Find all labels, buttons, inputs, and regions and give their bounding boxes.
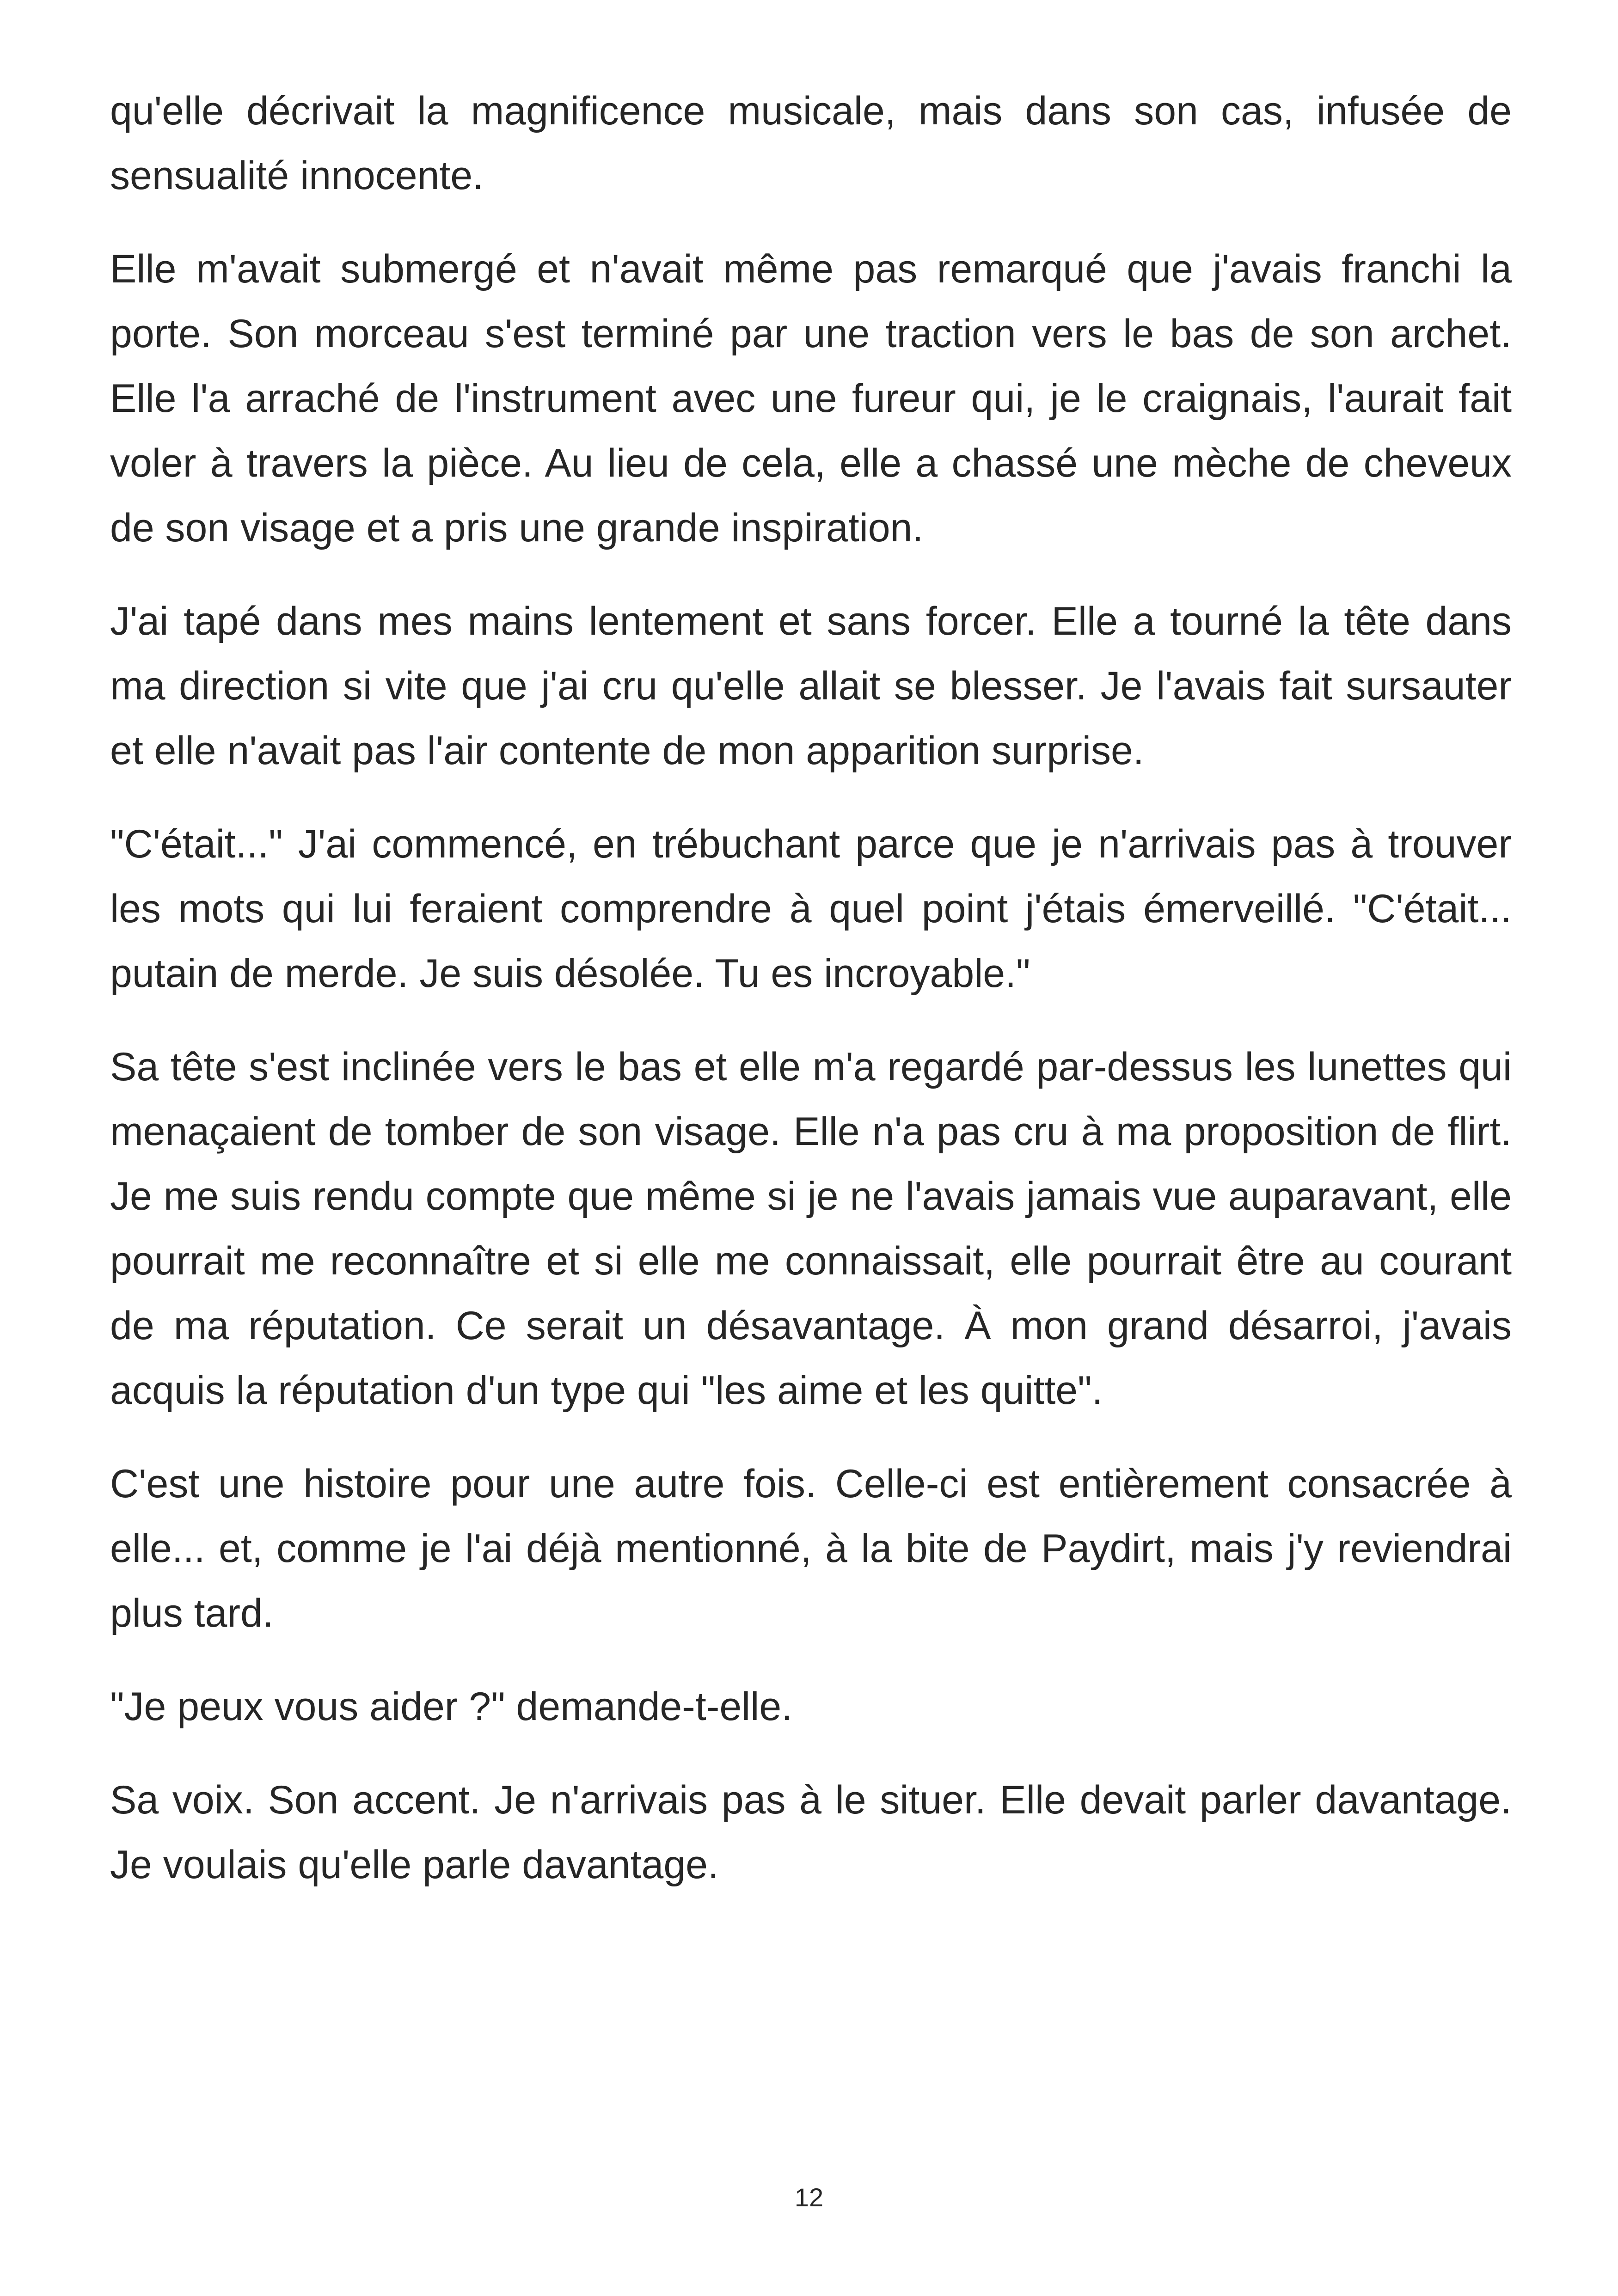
paragraph: C'est une histoire pour une autre fois. Celle-ci est entièrement consacrée à elle... et, comme je l'ai déjà mentionné, à la bite de Paydirt, mais j'y reviendrai plus tard. [110, 1462, 1512, 1635]
body-text [110, 79, 1512, 1926]
paragraph: "Je peux vous aider ?" demande-t-elle. [110, 1684, 793, 1729]
paragraph: "C'était..." J'ai commencé, en trébuchant parce que je n'arrivais pas à trouver les mots qui lui feraient comprendre à quel point j'étais émerveillé. "C'était... putain de merde. Je suis désolée. Tu es incroyable." [110, 822, 1512, 996]
paragraph: Elle m'avait submergé et n'avait même pas remarqué que j'avais franchi la porte. Son morceau s'est terminé par une traction vers le bas de son archet. Elle l'a arraché de l'instrument avec une fureur qui, je le craignais, l'aurait fait voler à travers la pièce. Au lieu de cela, elle a chassé une mèche de cheveux de son visage et a pris une grande inspiration. [110, 247, 1512, 550]
paragraph: Sa tête s'est inclinée vers le bas et elle m'a regardé par-dessus les lunettes qui menaçaient de tomber de son visage. Elle n'a pas cru à ma proposition de flirt. Je me suis rendu compte que même si je ne l'avais jamais vue auparavant, elle pourrait me reconnaître et si elle me connaissait, elle pourrait être au courant de ma réputation. Ce serait un désavantage. À mon grand désarroi, j'avais acquis la réputation d'un type qui "les aime et les quitte". [110, 1045, 1512, 1413]
page-number: 12 [794, 2183, 824, 2212]
paragraph: Sa voix. Son accent. Je n'arrivais pas à le situer. Elle devait parler davantage. Je voulais qu'elle parle davantage. [110, 1778, 1512, 1887]
paragraph: qu'elle décrivait la magnificence musicale, mais dans son cas, infusée de sensualité innocente. [110, 89, 1512, 198]
paragraph: J'ai tapé dans mes mains lentement et sans forcer. Elle a tourné la tête dans ma direction si vite que j'ai cru qu'elle allait se blesser. Je l'avais fait sursauter et elle n'avait pas l'air contente de mon apparition surprise. [110, 599, 1512, 773]
